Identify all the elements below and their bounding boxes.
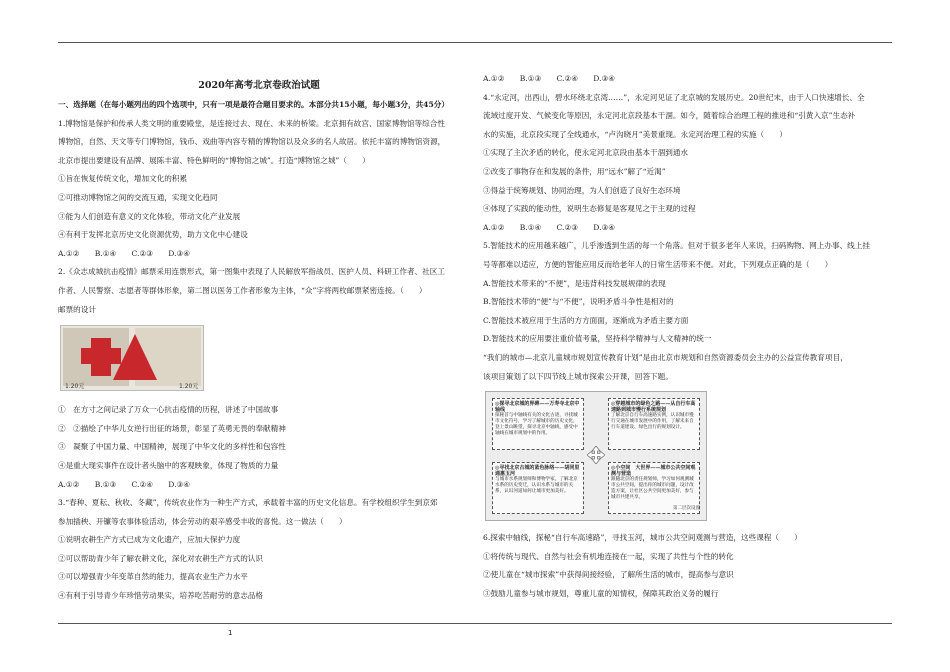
text-line: ①将传统与现代、自然与社会有机地连接在一起，实现了共性与个性的转化 (483, 551, 734, 561)
text-line: 水的实施，北京段实现了全线通水，“卢沟晓月”美景重现。永定河治理工程的实施（ ） (483, 129, 787, 139)
text-line: D.智能技术的应用要注重价值考量，坚持科学精神与人文精神的统一 (483, 334, 712, 344)
text-line: 1.博物馆是保护和传承人类文明的重要殿堂，是连接过去、现在、未来的桥梁。北京拥有故宫、国家博物馆等综合性 (58, 118, 445, 128)
text-line: 2.《众志成城抗击疫情》邮票采用连票形式，第一图集中表现了人民解放军指战员、医护人员、科研工作者、社区工 (58, 267, 445, 277)
text-line: 4.“永定河，出西山，碧水环绕北京湾……”，永定河见证了北京城的发展历史。20世纪末，由于人口快速增长、全 (483, 92, 865, 102)
text-line: ④有利于发挥北京历史文化资源优势，助力文化中心建设 (58, 230, 248, 240)
text-line: 北京市提出要建设有品牌、展陈丰富、特色鲜明的“博物馆之城”。打造“博物馆之城”（ ） (58, 155, 370, 165)
text-line: A.①② B.①④ C.②③ D.③④ (58, 248, 191, 258)
left-text-block-2 (58, 401, 460, 606)
page-number: 1 (228, 629, 233, 637)
text-line: ②使儿童在“城市探索”中获得间接经验，了解所生活的城市，提高参与意识 (483, 570, 734, 580)
course-box-title: ◎穿越城市的绿色之路——从自行车高速路到城市慢行系统规划 (611, 401, 696, 414)
stamp-image (60, 325, 204, 391)
text-line: ②可推动博物馆之间的交流互通，实现文化趋同 (58, 192, 218, 202)
city-course-diagram (485, 391, 707, 521)
text-line: ③得益于统筹规划、协同治理，为人们创造了良好生态环境 (483, 185, 681, 195)
text-line: “我们的城市—北京儿童城市规划宣传教育计划”是由北京市规划和自然资源委员会主办的公益宣传教育项目， (483, 352, 848, 362)
text-line: ③ 凝聚了中国力量、中国精神，展现了中华文化的多样性和包容性 (58, 442, 286, 452)
text-line: ③能为人们创造有意义的文化体验，带动文化产业发展 (58, 211, 241, 221)
bottom-rule (58, 623, 892, 624)
text-line: 3.“春种、夏耘、秋收、冬藏”，传统农业作为一种生产方式，承载着丰富的历史文化信息。有学校组织学生到京郊 (58, 498, 438, 508)
left-text-block-1 (58, 115, 460, 320)
course-box-yu-river (492, 462, 584, 514)
text-line: ①实现了主次矛盾的转化，使永定河北京段由基本干涸到通水 (483, 148, 689, 158)
text-line: A.①② B.①④ C.②③ D.③④ (483, 222, 616, 232)
text-line: 6.探索中轴线，探秘“自行车高速路”，寻找玉河，城市公共空间观测与营造，这些课程（ ） (483, 533, 802, 543)
stamp-value-left: 1.20元 (65, 383, 85, 391)
text-line: 参加插秧、开镰等农事体验活动，体会劳动的艰辛感受丰收的喜悦。这一做法（ ） (58, 516, 347, 526)
text-line: A.①② B.①③ C.②④ D.③④ (58, 479, 191, 489)
stamp-value-right: 1.20元 (179, 383, 199, 391)
right-text-block-2 (483, 529, 893, 603)
text-line: 流域过度开发、气候变化等原因，永定河北京段基本干涸。如今，随着综合治理工程的推进和“引黄入京”生态补 (483, 111, 856, 121)
course-box-text: 跟随北京的责任规划师，学习如何观测城市公共空间，提出你的城市问题，设计改造方案，让社区公共空间更加美好，参与城市共建共享。 (611, 477, 694, 501)
course-box-text: 了解北京自行车高速路实例，认识城市慢行交通在城市发展中的作用，了解未来自行车道建设、绿色出行的规划设计。 (611, 413, 694, 431)
text-line: C.智能技术被应用于生活的方方面面，逐渐成为矛盾主要方面 (483, 315, 689, 325)
text-line: ② ②描绘了中华儿女逆行出征的场景，彰显了英勇无畏的奉献精神 (58, 423, 286, 433)
text-line: A.智能技术带来的“不便”，是违背科技发展规律的表现 (483, 278, 666, 288)
text-line: ④是重大现实事件在设计者头脑中的客观映象，体现了物质的力量 (58, 460, 279, 470)
text-line: 5.智能技术的应用越来越广，儿乎渗透到生活的每一个角落。但对于很多老年人来说，扫码购物、网上办事、线上挂 (483, 241, 870, 251)
section-heading: 一、选择题（在每小题列出的四个选项中，只有一项是最符合题目要求的。本部分共15小题，每小题3分，共45分） (58, 100, 449, 109)
right-column (483, 70, 893, 603)
left-column (58, 76, 460, 606)
right-text-block-1 (483, 70, 893, 386)
text-line: ①说明农耕生产方式已成为文化遗产，应加大保护力度 (58, 535, 241, 545)
text-line: 号等都难以适应，方便的智能应用反而给老年人的日常生活带来不便。对此，下列观点正确的是（ ） (483, 259, 833, 269)
course-box-central-axis (492, 398, 584, 450)
text-line: ②可以帮助青少年了解农耕文化，深化对农耕生产方式的认识 (58, 553, 264, 563)
red-triangle-icon (113, 334, 157, 380)
course-box-title: ◎探寻北京城的界碑——万寿寺北京中轴线 (495, 401, 580, 414)
top-rule (58, 42, 892, 43)
text-line: ③可以增强青少年变革自然的能力，提高农业生产力水平 (58, 572, 248, 582)
text-line: B.智能技术带的“便”与“不便”，说明矛盾斗争性是相对的 (483, 297, 674, 307)
text-line: ①旨在恢复传统文化，增加文化的积累 (58, 174, 188, 184)
text-line: A.①② B.①③ C.②④ D.③④ (483, 74, 616, 83)
four-way-arrow-icon (587, 446, 605, 464)
text-line: ④体现了实践的能动性，说明生态修复是客观见之于主观的过程 (483, 204, 696, 214)
text-line: ③鼓励儿童参与城市规划，尊重儿童的知情权，保障其政治义务的履行 (483, 588, 719, 598)
course-box-text: 与城市水系规划师和博物学家，了解北京水系的历史变迁，认识水系与城市的关系，认识河道如何让城市更加美好。 (495, 477, 578, 495)
course-box-bike-road (608, 398, 700, 450)
text-line: ②改变了事物存在和发展的条件，用“远水”解了“近渴” (483, 166, 666, 176)
text-line: 作者、人民警察、志愿者等群体形象，第二图以医务工作者形象为主体，“众”字将两枚邮票紧密连接。（ ） (58, 285, 427, 295)
text-line: ④有利于引导青少年珍惜劳动果实，培养吃苦耐劳的意志品格 (58, 591, 264, 601)
text-line: 博物馆，自然、天文等专门博物馆，钱币、戏曲等内容专精的博物馆以及众多的名人故居。依托丰富的博物馆资源， (58, 137, 446, 147)
page-title: 2020年高考北京卷政治试题 (198, 80, 320, 91)
text-line: 该项目策划了以下四节线上城市探索公开课，回答下题。 (483, 371, 673, 381)
course-box-text: 探秘首与中轴线有关的文化古迹，寻找城市文化符号，学习了解城市的历史文化，登上景山眺望，探寻北京中轴线，感受中轴线在城市规划中的作用。 (495, 413, 578, 437)
text-line: 邮票的设计 (58, 304, 96, 314)
course-box-title: ◎寻找北京古城的蓝色脉络——胡同里通惠玉河 (495, 465, 580, 478)
text-line: ① 在方寸之间记录了万众一心抗击疫情的历程，讲述了中国故事 (58, 405, 279, 415)
diagram-caption: 第二层次设置 (673, 505, 700, 511)
course-box-title: ◎小空间 大世界——城市公共空间观测与营造 (611, 465, 696, 478)
